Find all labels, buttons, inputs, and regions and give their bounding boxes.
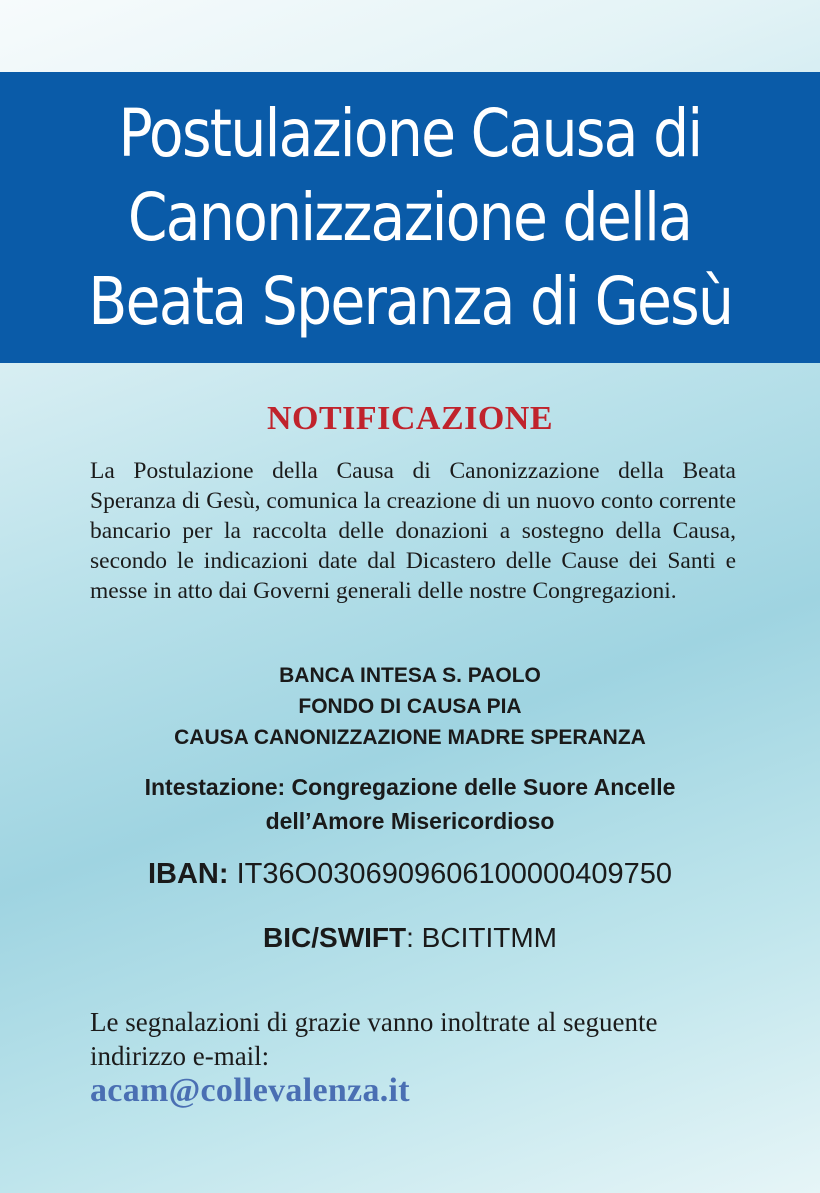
- swift-value: : BCITITMM: [406, 922, 557, 953]
- title-line-1: Postulazione Causa di: [118, 94, 702, 172]
- fund-name: FONDO DI CAUSA PIA: [298, 695, 522, 718]
- footer-text: Le segnalazioni di grazie vanno inoltrate al seguente indirizzo e-mail:: [90, 1007, 658, 1071]
- iban-label: IBAN:: [147, 858, 229, 890]
- iban-value: IT36O0306909606100000409750: [236, 858, 673, 890]
- holder-line-1: Intestazione: Congregazione delle Suore Ancelle: [144, 774, 676, 800]
- title-line-2: Canonizzazione della: [128, 178, 692, 256]
- account-holder: [0, 770, 820, 838]
- swift-label: BIC/SWIFT: [263, 922, 407, 953]
- swift-row: [0, 922, 820, 954]
- title-banner: [0, 72, 820, 363]
- bank-name: BANCA INTESA S. PAOLO: [279, 664, 541, 687]
- email-address[interactable]: acam@collevalenza.it: [90, 1072, 410, 1109]
- holder-line-2: dell’Amore Misericordioso: [265, 808, 555, 834]
- notice-paragraph: La Postulazione della Causa di Canonizzazione della Beata Speranza di Gesù, comunica la creazione di un nuovo conto corrente bancario per la raccolta delle donazioni a sostegno della Causa, secondo le indicazioni date dal Dicastero delle Cause dei Santi e messe in atto dai Governi generali delle nostre Congregazioni.: [90, 458, 736, 604]
- bank-details: [0, 660, 820, 753]
- iban-row: [0, 858, 820, 891]
- cause-name: CAUSA CANONIZZAZIONE MADRE SPERANZA: [174, 726, 646, 749]
- title-line-3: Beata Speranza di Gesù: [88, 262, 732, 340]
- notice-heading: NOTIFICAZIONE: [266, 400, 554, 437]
